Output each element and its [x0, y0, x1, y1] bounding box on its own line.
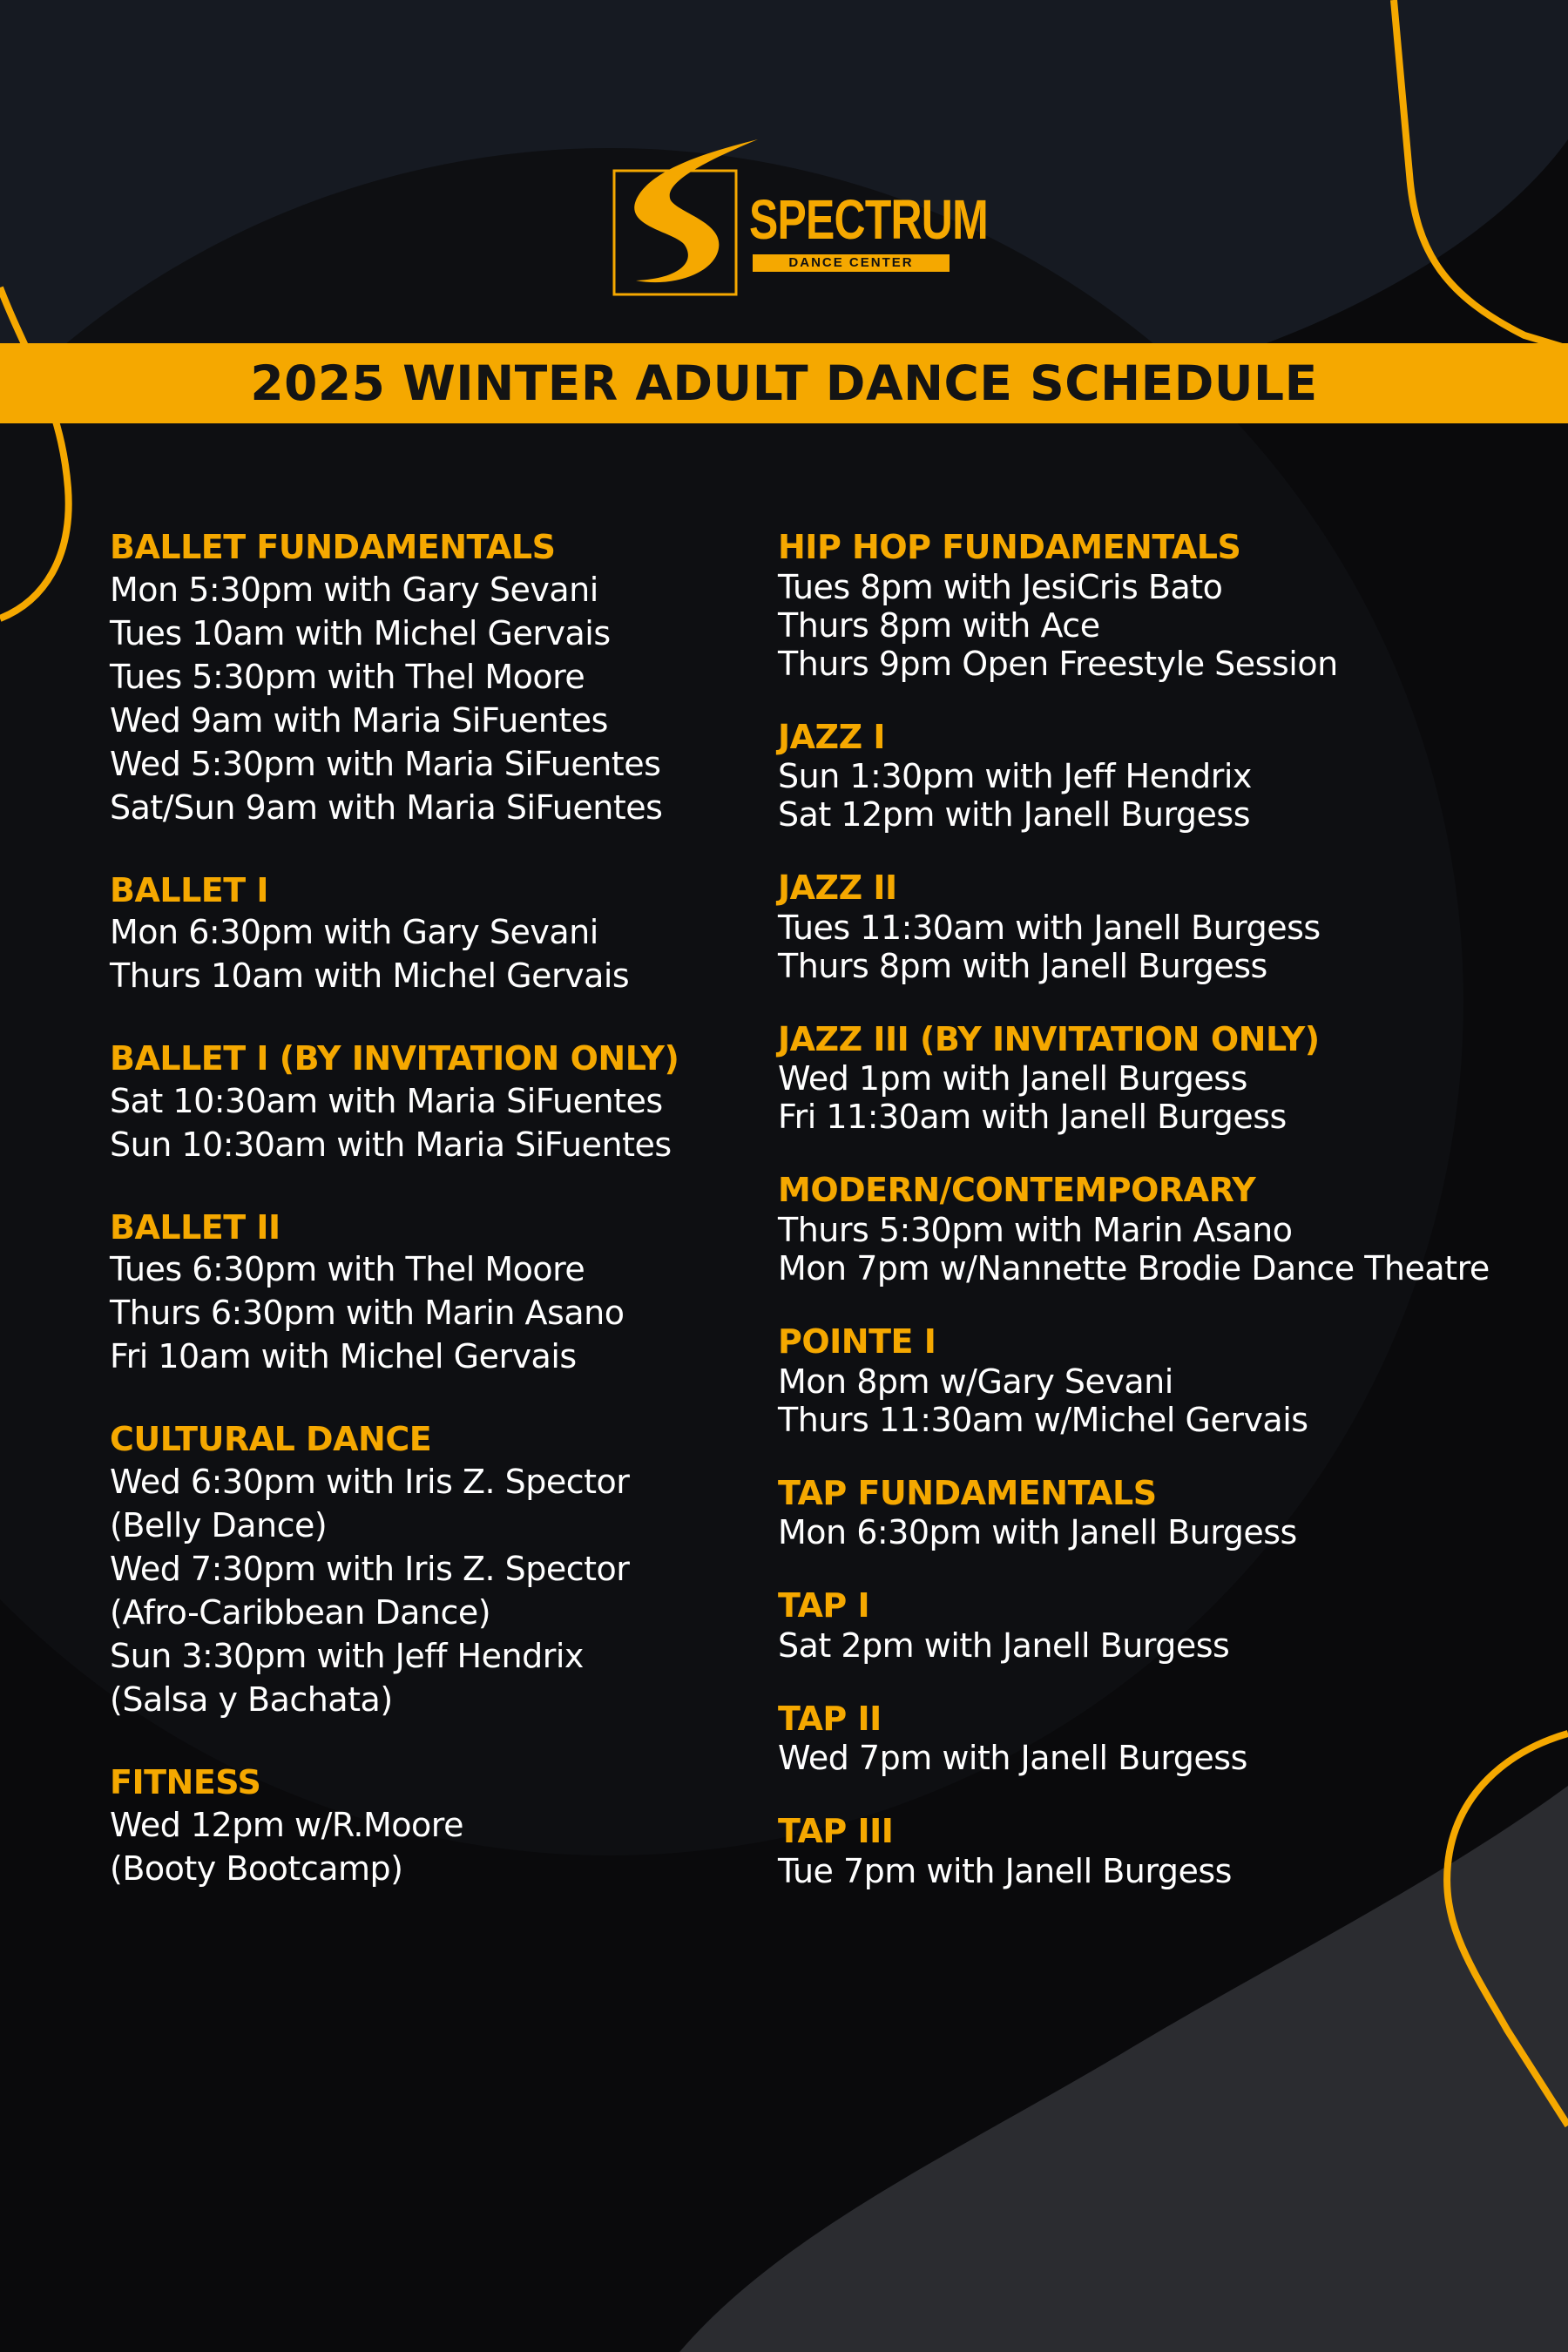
class-section — [778, 1700, 1544, 1778]
class-section — [778, 528, 1544, 683]
class-heading: JAZZ III (BY INVITATION ONLY) — [778, 1019, 1320, 1058]
class-time-line: Wed 7:30pm with Iris Z. Spector — [110, 1549, 630, 1588]
class-time-line: Sat 10:30am with Maria SiFuentes — [110, 1081, 663, 1120]
class-heading: TAP II — [778, 1699, 882, 1738]
class-section — [778, 1812, 1544, 1890]
class-time-line: Thurs 5:30pm with Marin Asano — [778, 1210, 1293, 1249]
class-time-line: Thurs 6:30pm with Marin Asano — [110, 1294, 625, 1333]
class-time-line: Wed 5:30pm with Maria SiFuentes — [110, 744, 661, 783]
class-time-line: Sun 10:30am with Maria SiFuentes — [110, 1125, 672, 1164]
class-time-line: Wed 12pm w/R.Moore — [110, 1805, 463, 1844]
logo-wordmark: SPECTRUM — [749, 188, 988, 251]
class-time-line: Tues 5:30pm with Thel Moore — [110, 657, 585, 696]
class-heading: BALLET FUNDAMENTALS — [110, 528, 556, 566]
class-section — [110, 1208, 772, 1379]
class-time-line: Mon 7pm w/Nannette Brodie Dance Theatre — [778, 1248, 1490, 1288]
class-section — [778, 1171, 1544, 1288]
class-time-line: Thurs 8pm with Janell Burgess — [778, 946, 1267, 985]
class-heading: MODERN/CONTEMPORARY — [778, 1171, 1256, 1210]
class-time-line: Sat 12pm with Janell Burgess — [778, 795, 1251, 835]
class-heading: BALLET II — [110, 1207, 280, 1247]
class-time-line: Tues 8pm with JesiCris Bato — [778, 567, 1223, 606]
class-time-line: Tues 10am with Michel Gervais — [110, 613, 611, 652]
class-time-line: Thurs 9pm Open Freestyle Session — [778, 644, 1338, 683]
class-time-line: Fri 11:30am with Janell Burgess — [778, 1098, 1287, 1137]
class-heading: BALLET I — [110, 870, 269, 909]
class-time-line: Thurs 11:30am w/Michel Gervais — [778, 1400, 1308, 1439]
class-heading: JAZZ I — [778, 717, 886, 756]
class-heading: JAZZ II — [778, 868, 897, 908]
class-time-line: Tue 7pm with Janell Burgess — [778, 1851, 1232, 1890]
class-section — [110, 1039, 772, 1166]
class-time-line: (Afro-Caribbean Dance) — [110, 1592, 491, 1632]
class-heading: TAP III — [778, 1812, 894, 1851]
class-time-line: Wed 1pm with Janell Burgess — [778, 1059, 1247, 1098]
class-time-line: Mon 8pm w/Gary Sevani — [778, 1362, 1173, 1401]
schedule-right-column — [778, 528, 1544, 1925]
class-section — [778, 868, 1544, 985]
class-time-line: Wed 9am with Maria SiFuentes — [110, 700, 608, 740]
class-time-line: (Booty Bootcamp) — [110, 1848, 403, 1888]
class-time-line: (Belly Dance) — [110, 1505, 328, 1544]
class-time-line: Thurs 10am with Michel Gervais — [110, 956, 630, 996]
class-heading: FITNESS — [110, 1762, 261, 1801]
schedule-left-column — [110, 528, 772, 1932]
class-time-line: Mon 6:30pm with Janell Burgess — [778, 1513, 1297, 1552]
class-heading: HIP HOP FUNDAMENTALS — [778, 528, 1241, 566]
class-heading: TAP FUNDAMENTALS — [778, 1473, 1157, 1512]
class-section — [110, 1763, 772, 1890]
class-heading: CULTURAL DANCE — [110, 1420, 432, 1459]
class-section — [778, 1020, 1544, 1137]
class-section — [778, 1322, 1544, 1439]
class-time-line: Wed 7pm with Janell Burgess — [778, 1739, 1247, 1778]
class-time-line: (Salsa y Bachata) — [110, 1680, 393, 1719]
class-section — [778, 1586, 1544, 1665]
class-section — [110, 528, 772, 829]
class-time-line: Sun 3:30pm with Jeff Hendrix — [110, 1636, 584, 1675]
class-time-line: Sun 1:30pm with Jeff Hendrix — [778, 757, 1252, 796]
class-heading: BALLET I (BY INVITATION ONLY) — [110, 1039, 679, 1078]
class-heading: POINTE I — [778, 1321, 936, 1361]
class-time-line: Mon 5:30pm with Gary Sevani — [110, 570, 598, 609]
class-time-line: Wed 6:30pm with Iris Z. Spector — [110, 1462, 630, 1501]
class-time-line: Sat 2pm with Janell Burgess — [778, 1625, 1230, 1665]
class-section — [110, 871, 772, 998]
title-banner — [0, 343, 1568, 423]
class-time-line: Tues 11:30am with Janell Burgess — [778, 908, 1321, 947]
page-title: 2025 WINTER ADULT DANCE SCHEDULE — [250, 355, 1318, 411]
class-time-line: Mon 6:30pm with Gary Sevani — [110, 913, 598, 952]
class-section — [110, 1420, 772, 1721]
class-heading: TAP I — [778, 1586, 870, 1625]
class-time-line: Fri 10am with Michel Gervais — [110, 1337, 577, 1376]
class-time-line: Sat/Sun 9am with Maria SiFuentes — [110, 787, 663, 827]
logo-subtitle: DANCE CENTER — [753, 254, 950, 272]
class-time-line: Thurs 8pm with Ace — [778, 605, 1100, 645]
class-time-line: Tues 6:30pm with Thel Moore — [110, 1250, 585, 1289]
class-section — [778, 718, 1544, 835]
class-section — [778, 1474, 1544, 1552]
